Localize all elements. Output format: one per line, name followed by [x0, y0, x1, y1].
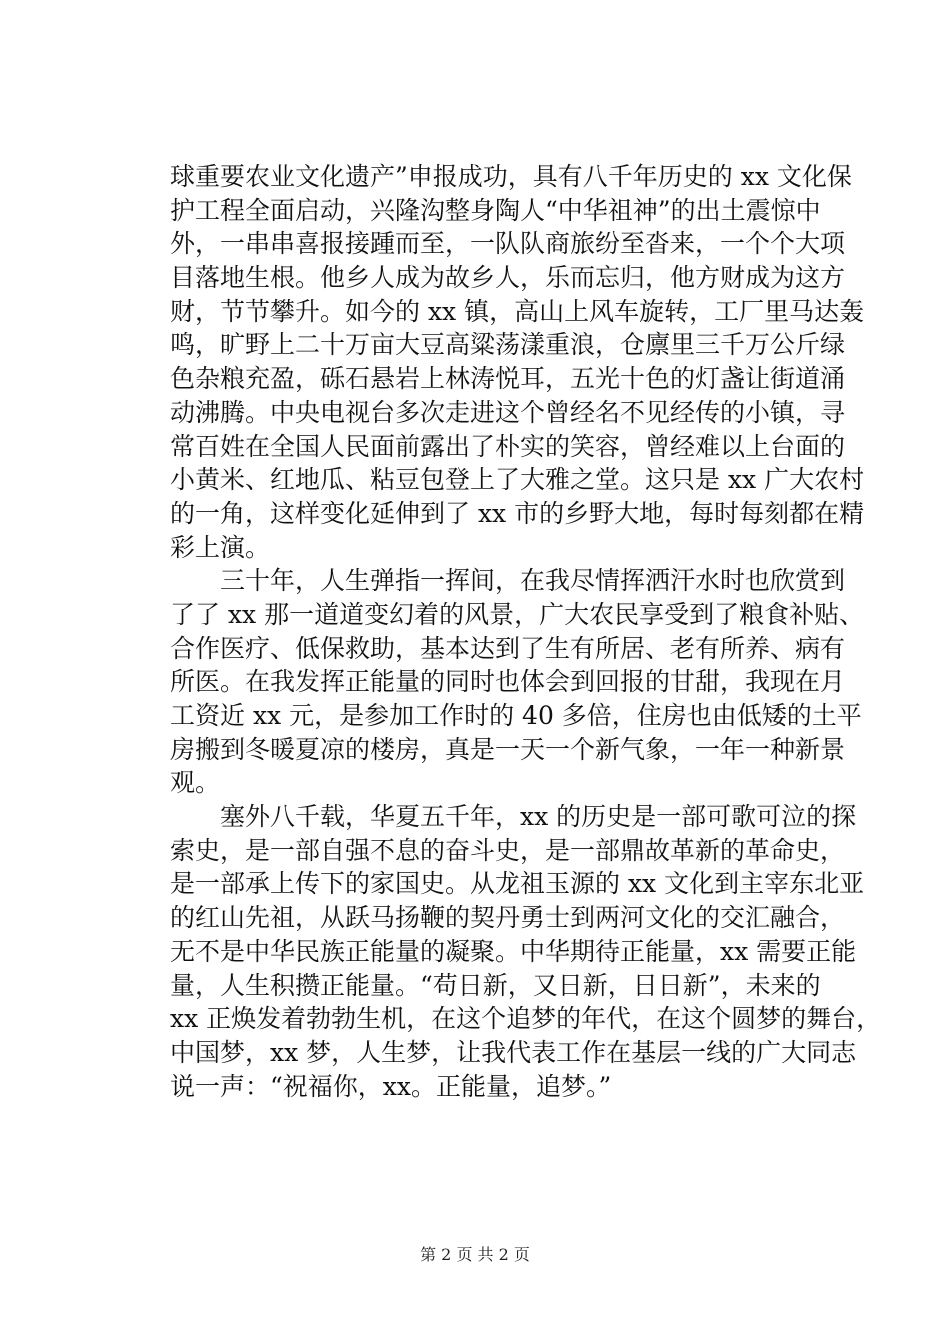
- text-line: 球重要农业文化遗产”申报成功，具有八千年历史的 xx 文化保: [170, 162, 852, 191]
- text-line: 塞外八千载，华夏五千年，xx 的历史是一部可歌可泣的探: [170, 802, 857, 832]
- text-line: 说一声：“祝福你，xx。正能量，追梦。”: [170, 1071, 612, 1101]
- text-line: 是一部承上传下的家国史。从龙祖玉源的 xx 文化到主宰东北亚: [170, 869, 865, 899]
- text-line: 财，节节攀升。如今的 xx 镇，高山上风车旋转，工厂里马达轰: [170, 296, 865, 326]
- text-line: 彩上演。: [170, 532, 271, 562]
- text-line: 工资近 xx 元，是参加工作时的 40 多倍，住房也由低矮的土平: [170, 701, 862, 730]
- text-line: 中国梦，xx 梦，人生梦，让我代表工作在基层一线的广大同志: [170, 1037, 857, 1067]
- text-line: 鸣，旷野上二十万亩大豆高粱荡漾重浪，仓廪里三千万公斤绿: [170, 330, 846, 360]
- text-line: xx 正焕发着勃勃生机，在这个追梦的年代，在这个圆梦的舞台，: [170, 1004, 882, 1034]
- text-line: 动沸腾。中央电视台多次走进这个曾经名不见经传的小镇，寻: [170, 397, 846, 427]
- text-line: 所医。在我发挥正能量的同时也体会到回报的甘甜，我现在月: [170, 667, 846, 697]
- text-line: 护工程全面启动，兴隆沟整身陶人“中华祖神”的出土震惊中: [170, 195, 821, 225]
- text-line: 索史，是一部自强不息的奋斗史，是一部鼎故革新的革命史，: [170, 835, 846, 865]
- text-line: 量，人生积攒正能量。“苟日新，又日新，日日新”，未来的: [170, 970, 821, 1000]
- text-line: 三十年，人生弹指一挥间，在我尽情挥洒汗水时也欣赏到: [170, 566, 846, 596]
- text-line: 外，一串串喜报接踵而至，一队队商旅纷至沓来，一个个大项: [170, 229, 846, 259]
- text-line: 常百姓在全国人民面前露出了朴实的笑容，曾经难以上台面的: [170, 431, 846, 461]
- text-line: 房搬到冬暖夏凉的楼房，真是一天一个新气象，一年一种新景: [170, 734, 846, 764]
- page-number-footer: 第 2 页 共 2 页: [420, 1245, 530, 1264]
- text-line: 目落地生根。他乡人成为故乡人，乐而忘归，他方财成为这方: [170, 263, 846, 293]
- text-line: 无不是中华民族正能量的凝聚。中华期待正能量，xx 需要正能: [170, 936, 857, 966]
- text-line: 合作医疗、低保救助，基本达到了生有所居、老有所养、病有: [170, 633, 846, 663]
- text-line: 色杂粮充盈，砾石悬岩上林涛悦耳，五光十色的灯盏让街道涌: [170, 364, 846, 394]
- text-line: 了了 xx 那一道道变幻着的风景，广大农民享受到了粮食补贴、: [170, 599, 865, 629]
- text-line: 小黄米、红地瓜、粘豆包登上了大雅之堂。这只是 xx 广大农村: [170, 465, 865, 495]
- text-line: 观。: [170, 768, 221, 798]
- text-line: 的一角，这样变化延伸到了 xx 市的乡野大地，每时每刻都在精: [170, 498, 865, 528]
- text-line: 的红山先祖，从跃马扬鞭的契丹勇士到两河文化的交汇融合，: [170, 903, 846, 933]
- body-text: [170, 160, 882, 1103]
